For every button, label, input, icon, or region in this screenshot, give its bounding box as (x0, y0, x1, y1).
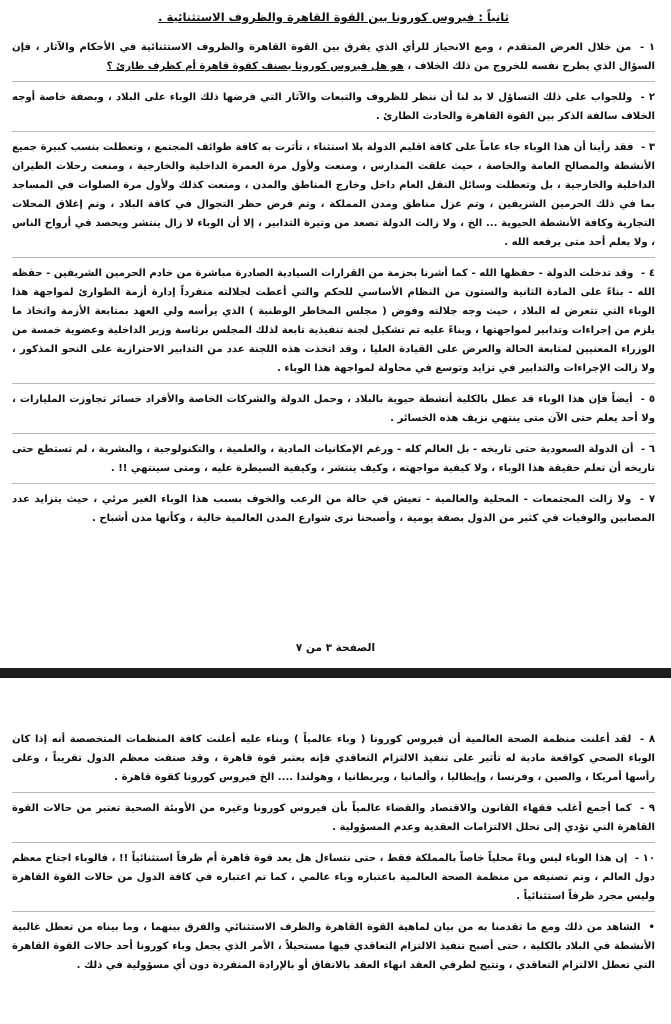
section-title: ثانياً : فيروس كورونا بين القوة القاهرة والظروف الاستثنائية . (158, 10, 509, 24)
paragraph-text: لقد أعلنت منظمة الصحة العالمية أن فيروس كورونا ( وباء عالمياً ) وبناء عليه أعلنت كافة المنظمات المتخصصة أنه إذا كان الوباء الصحي كواقعة مادية له تأثير على تنفيذ الالتزام التعاقدي فإنه يعتبر قوة قاهرة ، وقد صنفت معظم الدول تقريباً ، وعلى رأسها أمريكا ، والصين ، وفرنسا ، وإيطاليا ، وألمانيا ، وبريطانيا ، وهولندا .... الخ فيروس كورونا كقوة قاهرة . (12, 734, 655, 783)
paragraph-7 (12, 490, 655, 533)
paragraph-text: إن هذا الوباء ليس وباءً محلياً خاصاً بالمملكة فقط ، حتى نتساءل هل يعد قوة قاهرة أم ظرفاً استثنائياً !! ، فالوباء اجتاح معظم دول العالم ، وتم تصنيفه من منظمة الصحة العالمية باعتباره وباء عالمي ، كما تم اعتباره في كافة الدول من حالات القوة القاهرة وليس مجرد ظرفاً استثنائياً . (12, 853, 655, 902)
paragraph-5 (12, 390, 655, 434)
paragraph-3 (12, 138, 655, 258)
paragraph-10 (12, 849, 655, 912)
paragraph-number: ٢ - (640, 92, 655, 103)
paragraph-text: فقد رأينا أن هذا الوباء جاء عاماً على كافة اقليم الدولة بلا استثناء ، تأثرت به كافة طوائف المجتمع ، وتعطلت بنسب كبيرة جميع الأنشطة والمصالح العامة والخاصة ، حيث علقت المدارس ، ومنعت ولأول مرة العمرة الداخلية والخارجية ، ومنعت رحلات الطيران الداخلية والخارجية ، بل وتعطلت وسائل النقل العام داخل وخارج المناطق والمدن ، ومنعت كذلك ولأول مرة الصلوات في المساجد بما في ذلك الحرمين الشريفين ، وتم عزل مناطق ومدن المملكة ، وتم فرض حظر التجوال في كافة البلاد ، وتم إغلاق المحلات التجارية وكافة الأنشطة الحيوية ... الخ ، ولا زالت الدولة تصعد من وتيرة التدابير ، إلا أن الوباء لا زال ينتشر ويحصد في أرواح الناس ، ولا يعلم أحد متى يرفعه الله . (12, 142, 655, 248)
paragraph-number: ١ - (639, 42, 656, 53)
document-page-4 (0, 678, 671, 1024)
paragraph-number: ٧ - (639, 494, 655, 505)
paragraph-text: أن الدولة السعودية حتى تاريخه - بل العالم كله - ورغم الإمكانيات المادية ، والعلمية ، والتكنولوجية ، والبشرية ، لم تستطع حتى تاريخه أن تعلم حقيقة هذا الوباء ، ولا كيفية مواجهته ، وكيف ينتشر ، وكيفية السيطرة عليه ، ومتى سينتهي !! . (12, 444, 655, 474)
paragraph-text: أيضاً فإن هذا الوباء قد عطل بالكلية أنشطة حيوية بالبلاد ، وحمل الدولة والشركات الخاصة والأفراد خسائر تجاوزت المليارات ، ولا أحد يعلم حتى الآن متى ينتهي نزيف هذه الخسائر . (12, 394, 655, 424)
underlined-question: هو هل فيروس كورونا يصنف كقوة قاهرة أم كظرف طارئ ؟ (106, 61, 404, 72)
paragraph-text: وقد تدخلت الدولة - حفظها الله - كما أشرنا بحزمة من القرارات السيادية الصادرة مباشرة من خادم الحرمين الشريفين - حفظه الله - بناءً على المادة الثانية والستون من النظام الأساسي للحكم والتي أعطت لجلالته منفرداً إدارة أزمة الطوارئ لمواجهة هذا الوباء التي تتعرض له البلاد ، حيث وجه جلالته وفوض ( مجلس المخاطر الوطنية ) الذي يرأسه ولي العهد بمتابعة الأزمة واتخاذ ما يلزم من إجراءات وتدابير لمواجهتها ، وبناءً عليه تم تشكيل لجنة تنفيذية تابعة لذلك المجلس برئاسة وزير الداخلية وعضوية خمسة من الوزراء المعنيين لمتابعة الحالة والعرض على القيادة العليا ، وقد اتخذت هذه اللجنة عدد من التدابير الاحترازية على النحو المذكور ، ولا زالت الإجراءات والتدابير في تزايد وتوسع في محاولة لمواجهة هذا الوباء . (11, 268, 655, 374)
paragraph-number: ٥ - (640, 394, 656, 405)
paragraph-number: ٤ - (641, 268, 655, 279)
paragraph-4 (12, 264, 655, 384)
paragraph-text: الشاهد من ذلك ومع ما تقدمنا به من بيان لماهية القوة القاهرة والظرف الاستثنائي والفرق بينهما ، وما بيناه من تعطل غالبية الأنشطة في البلاد بالكلية ، حتى أصبح تنفيذ الالتزام التعاقدي فيها مستحيلاً ، الأمر الذي يجعل وباء كورونا أحد حالات القوة القاهرة التي تعطل الالتزام التعاقدي ، وتتيح لطرفي العقد انهاء العقد بالاتفاق أو بالإرادة المنفردة دون أي مسؤولية في ذلك . (12, 922, 655, 971)
conclusion-paragraph (12, 918, 655, 980)
page-footer: الصفحة ٣ من ٧ (295, 642, 376, 654)
paragraph-number: ٩ - (640, 803, 655, 814)
paragraph-text: كما أجمع أغلب فقهاء القانون والاقتصاد والقضاء عالمياً بأن فيروس كورونا وغيره من الأوبئة الصحية تعتبر من حالات القوة القاهرة التي تؤدي إلى تحلل الالتزامات العقدية وعدم المسؤولية . (12, 803, 655, 833)
paragraph-1 (12, 38, 655, 82)
paragraph-number: ٨ - (639, 734, 655, 745)
paragraph-number: ٣ - (641, 142, 655, 153)
paragraph-text: من خلال العرض المتقدم ، ومع الانحياز للرأي الذي يفرق بين القوة القاهرة والظروف الاستثنائية في الأحكام والآثار ، فإن السؤال الذي يطرح نفسه للخروج من ذلك الخلاف ، (12, 42, 655, 72)
bullet-icon: • (648, 922, 655, 933)
paragraph-9 (12, 799, 655, 843)
paragraph-2 (12, 88, 655, 132)
paragraph-text: وللجواب على ذلك التساؤل لا بد لنا أن ننظر للظروف والتبعات والآثار التي فرضها ذلك الوباء على البلاد ، وبصفة خاصة أوجه الخلاف سالفة الذكر بين القوة القاهرة والحادث الطارئ . (12, 92, 655, 122)
paragraph-number: ٦ - (641, 444, 655, 455)
paragraph-8 (12, 730, 655, 793)
paragraph-6 (12, 440, 655, 484)
paragraph-text: ولا زالت المجتمعات - المحلية والعالمية - تعيش في حالة من الرعب والخوف بسبب هذا الوباء الغير مرئي ، حيث يتزايد عدد المصابين والوفيات في كثير من الدول بصفة يومية ، وأصبحنا نرى شوارع المدن العالمية خالية ، وكأنها مدن أشباح . (12, 494, 655, 524)
paragraph-number: ١٠ - (634, 853, 655, 864)
